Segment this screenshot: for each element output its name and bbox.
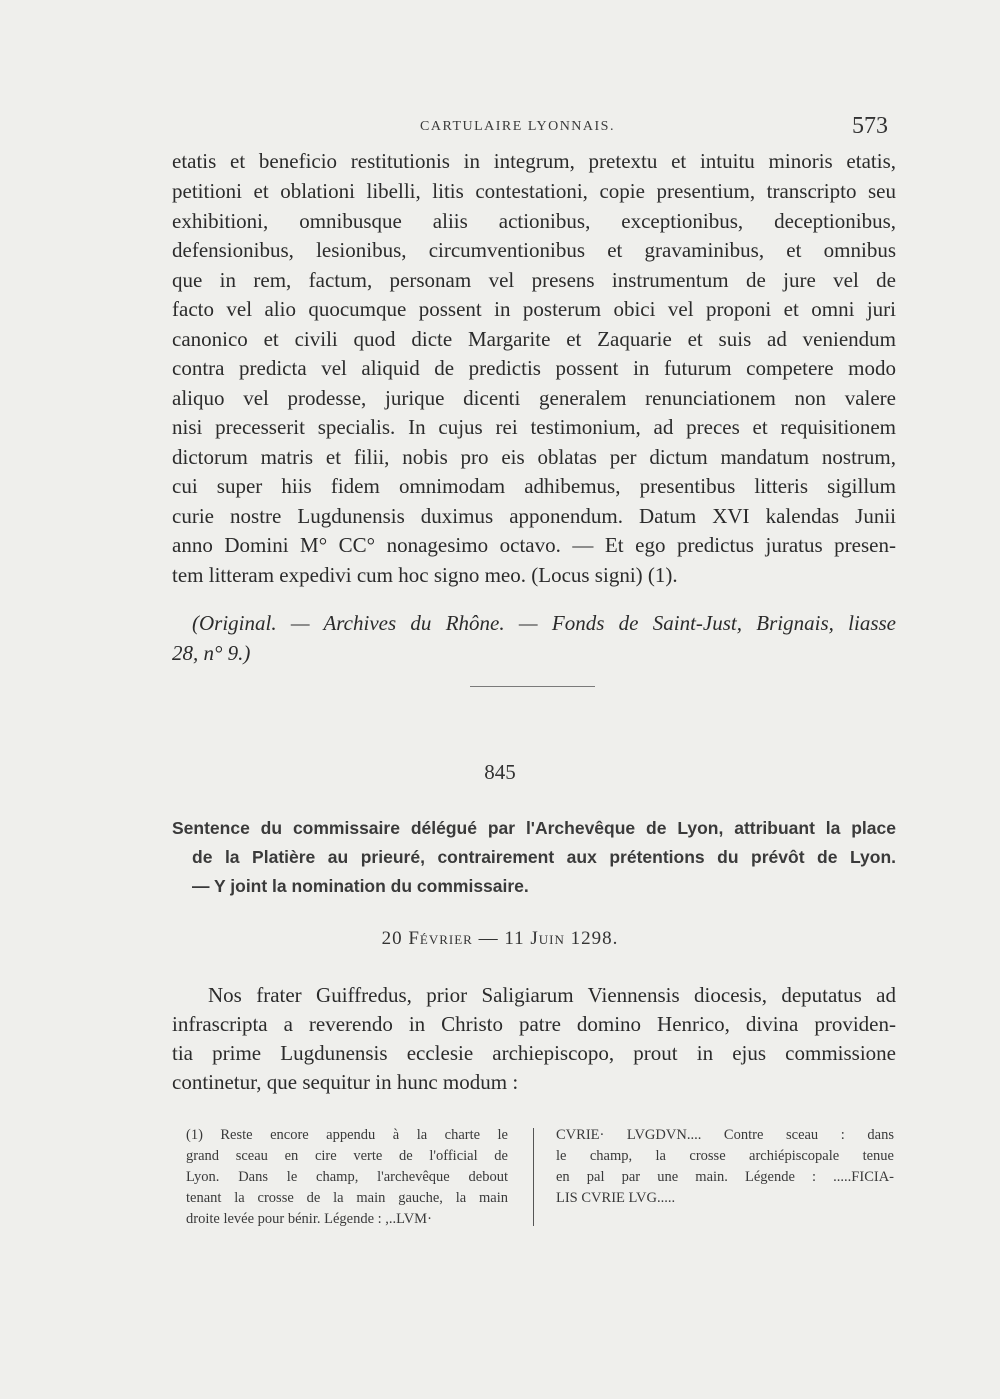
footnote-column-divider: [533, 1128, 534, 1226]
footnote-line: droite levée pour bénir. Légende : ,..LVM·: [186, 1211, 432, 1227]
body-line: curie nostre Lugdunensis duximus apponendum. Datum XVI kalendas Junii: [172, 504, 896, 528]
footnote-line: CVRIE· LVGDVN.... Contre sceau : dans: [556, 1127, 894, 1143]
footnote-line: le champ, la crosse archiépiscopale tenue: [556, 1148, 894, 1164]
footnote-line: en pal par une main. Légende : .....FICIA-: [556, 1169, 894, 1185]
running-title: CARTULAIRE LYONNAIS.: [420, 119, 615, 134]
document-date: 20 Février — 11 Juin 1298.: [381, 928, 619, 949]
body-line: canonico et civili quod dicte Margarite et Zaquarie et suis ad veniendum: [172, 327, 896, 351]
footnote-line: grand sceau en cire verte de l'official de: [186, 1148, 508, 1164]
footnote-left-column: [186, 1125, 508, 1230]
body-line: cui super hiis fidem omnimodam adhibemus, presentibus litteris sigillum: [172, 474, 896, 498]
body-line: facto vel alio quocumque possent in posterum obici vel proponi et omni juri: [172, 297, 896, 321]
footnote-line: LIS CVRIE LVG.....: [556, 1190, 676, 1206]
summary-line: Sentence du commissaire délégué par l'Archevêque de Lyon, attribuant la place: [172, 818, 896, 838]
body-line: tem litteram expedivi cum hoc signo meo. (Locus signi) (1).: [172, 563, 678, 587]
body-line: anno Domini M° CC° nonagesimo octavo. — Et ego predictus juratus presen-: [172, 533, 896, 557]
opening-line: Nos frater Guiffredus, prior Saligiarum Viennensis diocesis, deputatus ad: [208, 983, 896, 1007]
page-number: 573: [852, 113, 888, 139]
body-line: petitioni et oblationi libelli, litis contestationi, copie presentium, transcripto seu: [172, 179, 896, 203]
citation-line: (Original. — Archives du Rhône. — Fonds de Saint-Just, Brignais, liasse: [192, 611, 896, 635]
opening-line: tia prime Lugdunensis ecclesie archiepiscopo, prout in ejus commissione: [172, 1041, 896, 1065]
summary-line: de la Platière au prieuré, contrairement aux prétentions du prévôt de Lyon.: [192, 847, 896, 867]
running-head: [0, 113, 1000, 143]
footnote-line: (1) Reste encore appendu à la charte le: [186, 1127, 508, 1143]
footnote-line: tenant la crosse de la main gauche, la main: [186, 1190, 508, 1206]
section-divider: [470, 686, 595, 687]
citation-line: 28, n° 9.): [172, 641, 251, 665]
body-line: contra predicta vel aliquid de predictis possent in futurum competere modo: [172, 356, 896, 380]
footnote-line: Lyon. Dans le champ, l'archevêque debout: [186, 1169, 508, 1185]
body-line: exhibitioni, omnibusque aliis actionibus, exceptionibus, deceptionibus,: [172, 209, 896, 233]
body-line: defensionibus, lesionibus, circumventionibus et gravaminibus, et omnibus: [172, 238, 896, 262]
document-number: 845: [484, 760, 516, 784]
opening-line: continetur, que sequitur in hunc modum :: [172, 1070, 519, 1094]
opening-line: infrascripta a reverendo in Christo patre domino Henrico, divina providen-: [172, 1012, 896, 1036]
body-line: etatis et beneficio restitutionis in integrum, pretextu et intuitu minoris etatis,: [172, 149, 896, 173]
footnote-right-column: [556, 1125, 894, 1209]
body-line: que in rem, factum, personam vel presens instrumentum de jure vel de: [172, 268, 896, 292]
body-line: nisi precesserit specialis. In cujus rei testimonium, ad preces et requisitionem: [172, 415, 896, 439]
body-line: dictorum matris et filii, nobis pro eis oblatas per dictum mandatum nostrum,: [172, 445, 896, 469]
body-line: aliquo vel prodesse, jurique dicenti generalem renunciationem non valere: [172, 386, 896, 410]
summary-line: — Y joint la nomination du commissaire.: [192, 876, 529, 896]
